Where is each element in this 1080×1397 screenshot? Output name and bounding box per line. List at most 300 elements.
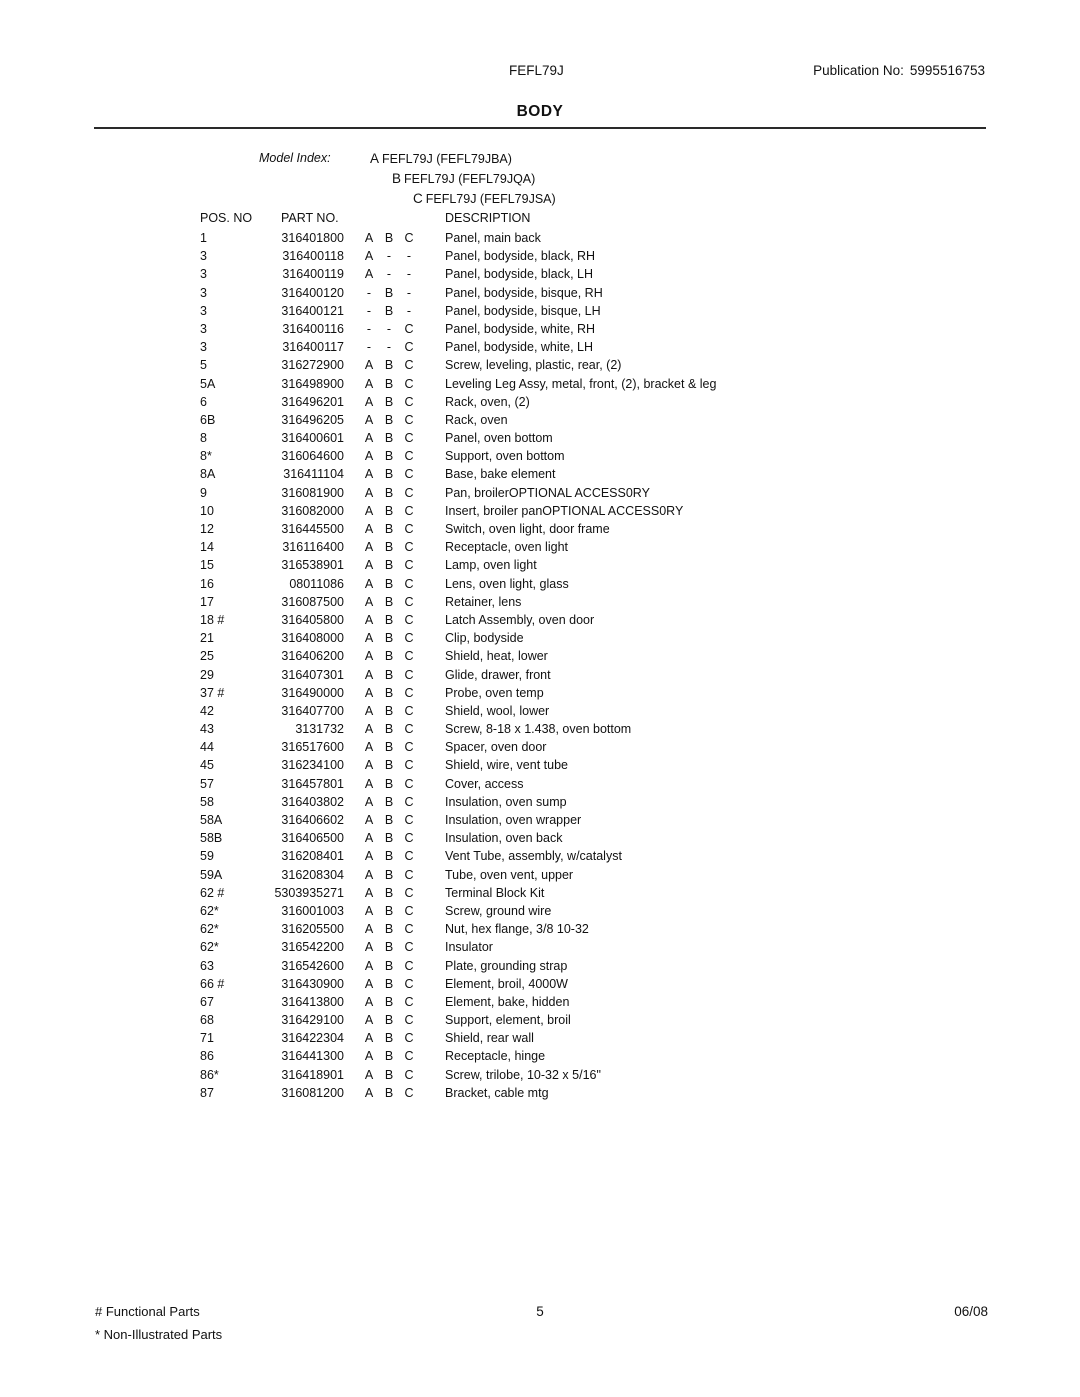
table-row bbox=[0, 429, 1080, 447]
table-row bbox=[0, 1084, 1080, 1102]
description-cell: Panel, bodyside, bisque, RH bbox=[445, 285, 603, 300]
model-b-cell: B bbox=[384, 667, 394, 682]
part-no-cell: 316418901 bbox=[281, 1067, 344, 1082]
model-c-cell: C bbox=[404, 1049, 414, 1064]
part-no-cell: 316405800 bbox=[281, 612, 344, 627]
model-b-cell: B bbox=[384, 903, 394, 918]
part-no-cell: 316205500 bbox=[281, 922, 344, 937]
part-no-cell: 316087500 bbox=[281, 594, 344, 609]
model-index-label: Model Index: bbox=[259, 151, 331, 165]
model-b-cell: B bbox=[384, 1049, 394, 1064]
table-row bbox=[0, 1047, 1080, 1065]
description-cell: Nut, hex flange, 3/8 10-32 bbox=[445, 922, 589, 937]
table-row bbox=[0, 465, 1080, 483]
model-c-cell: C bbox=[404, 667, 414, 682]
table-row bbox=[0, 356, 1080, 374]
model-c-cell: C bbox=[404, 431, 414, 446]
pos-no-cell: 62 # bbox=[200, 885, 225, 900]
model-a-cell: A bbox=[364, 249, 374, 264]
pos-no-cell: 62* bbox=[200, 903, 219, 918]
part-no-cell: 316208304 bbox=[281, 867, 344, 882]
part-no-cell: 316401800 bbox=[281, 231, 344, 245]
pos-no-cell: 67 bbox=[200, 994, 214, 1009]
model-a-cell: A bbox=[364, 958, 374, 973]
part-no-cell: 5303935271 bbox=[274, 885, 344, 900]
model-a-cell: A bbox=[364, 631, 374, 646]
part-no-cell: 316001003 bbox=[281, 903, 344, 918]
column-header-description: DESCRIPTION bbox=[445, 211, 531, 225]
model-a-cell: A bbox=[364, 376, 374, 391]
description-cell: Panel, oven bottom bbox=[445, 431, 553, 446]
model-a-cell: A bbox=[364, 776, 374, 791]
description-cell: Panel, bodyside, bisque, LH bbox=[445, 303, 601, 318]
model-b-cell: B bbox=[384, 776, 394, 791]
table-row bbox=[0, 520, 1080, 538]
table-row bbox=[0, 502, 1080, 520]
pos-no-cell: 86 bbox=[200, 1049, 214, 1064]
model-a-cell: A bbox=[364, 703, 374, 718]
model-b-cell: B bbox=[384, 994, 394, 1009]
model-c-cell: C bbox=[404, 540, 414, 555]
footnote-non-illustrated-parts: * Non-Illustrated Parts bbox=[95, 1327, 223, 1342]
model-a-cell: A bbox=[364, 740, 374, 755]
model-c-cell: C bbox=[404, 631, 414, 646]
pos-no-cell: 86* bbox=[200, 1067, 219, 1082]
model-c-cell: C bbox=[404, 867, 414, 882]
table-row bbox=[0, 775, 1080, 793]
table-row bbox=[0, 338, 1080, 356]
table-row bbox=[0, 957, 1080, 975]
model-index-entry-c bbox=[413, 191, 556, 206]
model-c-cell: C bbox=[404, 503, 414, 518]
model-c-cell: C bbox=[404, 813, 414, 827]
model-c-cell: C bbox=[404, 649, 414, 664]
model-c-cell: C bbox=[404, 922, 414, 937]
pos-no-cell: 62* bbox=[200, 922, 219, 937]
pos-no-cell: 63 bbox=[200, 958, 214, 973]
model-a-cell: - bbox=[366, 303, 372, 318]
pos-no-cell: 3 bbox=[200, 340, 207, 355]
model-b-cell: - bbox=[386, 321, 392, 336]
pos-no-cell: 42 bbox=[200, 703, 214, 718]
publication-number: 5995516753 bbox=[909, 63, 985, 78]
model-b-cell: - bbox=[386, 267, 392, 282]
pos-no-cell: 45 bbox=[200, 758, 214, 773]
model-a-cell: A bbox=[364, 358, 374, 373]
model-c-cell: C bbox=[404, 594, 414, 609]
model-b-cell: B bbox=[384, 1085, 394, 1100]
model-index-letter: A bbox=[370, 151, 380, 166]
table-row bbox=[0, 1029, 1080, 1047]
table-row bbox=[0, 411, 1080, 429]
pos-no-cell: 58A bbox=[200, 813, 223, 827]
page-number: 5 bbox=[536, 1304, 544, 1319]
model-c-cell: C bbox=[404, 467, 414, 482]
description-cell: Plate, grounding strap bbox=[445, 958, 568, 973]
model-b-cell: B bbox=[384, 649, 394, 664]
model-c-cell: C bbox=[404, 612, 414, 627]
model-b-cell: B bbox=[384, 449, 394, 464]
table-row bbox=[0, 484, 1080, 502]
model-a-cell: A bbox=[364, 540, 374, 555]
description-cell: Pan, broilerOPTIONAL ACCESS0RY bbox=[445, 485, 650, 500]
model-c-cell: C bbox=[404, 885, 414, 900]
header-rule bbox=[94, 127, 986, 129]
model-index-text: FEFL79J (FEFL79JBA) bbox=[382, 152, 512, 166]
part-no-cell: 316413800 bbox=[281, 994, 344, 1009]
model-c-cell: C bbox=[404, 740, 414, 755]
model-b-cell: B bbox=[384, 940, 394, 955]
table-row bbox=[0, 938, 1080, 956]
description-cell: Element, broil, 4000W bbox=[445, 976, 568, 991]
part-no-cell: 316406200 bbox=[281, 649, 344, 664]
model-b-cell: B bbox=[384, 576, 394, 591]
model-c-cell: - bbox=[406, 249, 412, 264]
model-b-cell: B bbox=[384, 976, 394, 991]
model-index-entry-a bbox=[370, 151, 512, 166]
model-b-cell: B bbox=[384, 558, 394, 573]
pos-no-cell: 6 bbox=[200, 394, 207, 409]
model-c-cell: C bbox=[404, 340, 414, 355]
part-no-cell: 316457801 bbox=[281, 776, 344, 791]
description-cell: Insert, broiler panOPTIONAL ACCESS0RY bbox=[445, 503, 684, 518]
publication-date: 06/08 bbox=[954, 1304, 988, 1319]
table-row bbox=[0, 884, 1080, 902]
description-cell: Probe, oven temp bbox=[445, 685, 544, 700]
section-title: BODY bbox=[516, 103, 564, 120]
model-a-cell: A bbox=[364, 503, 374, 518]
model-a-cell: A bbox=[364, 394, 374, 409]
model-c-cell: C bbox=[404, 1085, 414, 1100]
description-cell: Base, bake element bbox=[445, 467, 556, 482]
model-b-cell: B bbox=[384, 958, 394, 973]
model-c-cell: C bbox=[404, 231, 414, 245]
pos-no-cell: 1 bbox=[200, 231, 207, 245]
column-header-part-no: PART NO. bbox=[281, 211, 339, 225]
model-a-cell: A bbox=[364, 758, 374, 773]
pos-no-cell: 8A bbox=[200, 467, 216, 482]
table-row bbox=[0, 302, 1080, 320]
part-no-cell: 316406500 bbox=[281, 831, 344, 846]
model-a-cell: A bbox=[364, 849, 374, 864]
table-row bbox=[0, 811, 1080, 829]
model-a-cell: A bbox=[364, 976, 374, 991]
model-c-cell: C bbox=[404, 794, 414, 809]
model-c-cell: - bbox=[406, 267, 412, 282]
table-row bbox=[0, 1066, 1080, 1084]
description-cell: Glide, drawer, front bbox=[445, 667, 551, 682]
description-cell: Panel, bodyside, white, LH bbox=[445, 340, 594, 355]
model-a-cell: A bbox=[364, 1085, 374, 1100]
model-index-text: FEFL79J (FEFL79JSA) bbox=[425, 192, 556, 206]
table-row bbox=[0, 229, 1080, 247]
model-b-cell: B bbox=[384, 394, 394, 409]
model-b-cell: B bbox=[384, 231, 394, 245]
description-cell: Bracket, cable mtg bbox=[445, 1085, 549, 1100]
parts-table bbox=[0, 229, 1080, 1102]
model-a-cell: A bbox=[364, 994, 374, 1009]
model-a-cell: A bbox=[364, 813, 374, 827]
part-no-cell: 316208401 bbox=[281, 849, 344, 864]
description-cell: Retainer, lens bbox=[445, 594, 522, 609]
pos-no-cell: 9 bbox=[200, 485, 207, 500]
model-b-cell: B bbox=[384, 703, 394, 718]
part-no-cell: 316445500 bbox=[281, 522, 344, 536]
model-index-letter: B bbox=[392, 171, 402, 186]
part-no-cell: 316234100 bbox=[281, 758, 344, 773]
table-row bbox=[0, 284, 1080, 302]
description-cell: Terminal Block Kit bbox=[445, 885, 545, 900]
model-c-cell: C bbox=[404, 1067, 414, 1082]
model-a-cell: A bbox=[364, 594, 374, 609]
description-cell: Cover, access bbox=[445, 776, 524, 791]
model-c-cell: C bbox=[404, 485, 414, 500]
table-row bbox=[0, 920, 1080, 938]
table-row bbox=[0, 666, 1080, 684]
model-c-cell: C bbox=[404, 940, 414, 955]
description-cell: Receptacle, hinge bbox=[445, 1049, 546, 1064]
model-a-cell: A bbox=[364, 1013, 374, 1028]
model-b-cell: B bbox=[384, 758, 394, 773]
model-b-cell: B bbox=[384, 685, 394, 700]
model-a-cell: A bbox=[364, 903, 374, 918]
table-row bbox=[0, 975, 1080, 993]
part-no-cell: 316542600 bbox=[281, 958, 344, 973]
pos-no-cell: 14 bbox=[200, 540, 214, 555]
table-row bbox=[0, 538, 1080, 556]
column-header-pos-no: POS. NO bbox=[200, 211, 253, 225]
pos-no-cell: 44 bbox=[200, 740, 214, 755]
footnote-functional-parts: # Functional Parts bbox=[95, 1304, 200, 1319]
pos-no-cell: 43 bbox=[200, 722, 214, 737]
part-no-cell: 316407700 bbox=[281, 703, 344, 718]
model-c-cell: C bbox=[404, 321, 414, 336]
part-no-cell: 316408000 bbox=[281, 631, 344, 646]
model-b-cell: B bbox=[384, 358, 394, 373]
model-b-cell: B bbox=[384, 485, 394, 500]
model-b-cell: B bbox=[384, 285, 394, 300]
model-a-cell: A bbox=[364, 558, 374, 573]
table-row bbox=[0, 393, 1080, 411]
pos-no-cell: 71 bbox=[200, 1031, 214, 1046]
model-a-cell: A bbox=[364, 831, 374, 846]
part-no-cell: 316411104 bbox=[283, 467, 344, 482]
part-no-cell: 316496201 bbox=[281, 394, 344, 409]
model-a-cell: - bbox=[366, 321, 372, 336]
model-a-cell: A bbox=[364, 722, 374, 737]
table-row bbox=[0, 829, 1080, 847]
table-row bbox=[0, 247, 1080, 265]
pos-no-cell: 87 bbox=[200, 1085, 214, 1100]
part-no-cell: 316082000 bbox=[281, 503, 344, 518]
model-b-cell: B bbox=[384, 594, 394, 609]
description-cell: Lamp, oven light bbox=[445, 558, 537, 573]
model-a-cell: A bbox=[364, 576, 374, 591]
pos-no-cell: 58 bbox=[200, 794, 214, 809]
description-cell: Lens, oven light, glass bbox=[445, 576, 569, 591]
description-cell: Panel, bodyside, white, RH bbox=[445, 321, 596, 336]
table-row bbox=[0, 866, 1080, 884]
pos-no-cell: 57 bbox=[200, 776, 214, 791]
pos-no-cell: 29 bbox=[200, 667, 214, 682]
table-row bbox=[0, 447, 1080, 465]
model-b-cell: B bbox=[384, 722, 394, 737]
pos-no-cell: 5 bbox=[200, 358, 207, 373]
model-b-cell: B bbox=[384, 1031, 394, 1046]
model-a-cell: A bbox=[364, 412, 374, 427]
pos-no-cell: 3 bbox=[200, 249, 207, 264]
description-cell: Screw, trilobe, 10-32 x 5/16" bbox=[445, 1067, 601, 1082]
model-c-cell: C bbox=[404, 903, 414, 918]
model-c-cell: C bbox=[404, 994, 414, 1009]
part-no-cell: 316498900 bbox=[281, 376, 344, 391]
description-cell: Shield, heat, lower bbox=[445, 649, 548, 664]
model-a-cell: A bbox=[364, 885, 374, 900]
description-cell: Vent Tube, assembly, w/catalyst bbox=[445, 849, 622, 864]
description-cell: Insulation, oven back bbox=[445, 831, 563, 846]
table-row bbox=[0, 793, 1080, 811]
model-b-cell: - bbox=[386, 249, 392, 264]
description-cell: Screw, 8-18 x 1.438, oven bottom bbox=[445, 722, 632, 737]
pos-no-cell: 58B bbox=[200, 831, 223, 846]
part-no-cell: 316081900 bbox=[281, 485, 344, 500]
model-a-cell: A bbox=[364, 485, 374, 500]
pos-no-cell: 3 bbox=[200, 267, 207, 282]
model-a-cell: A bbox=[364, 449, 374, 464]
description-cell: Screw, ground wire bbox=[445, 903, 552, 918]
table-row bbox=[0, 375, 1080, 393]
pos-no-cell: 59A bbox=[200, 867, 223, 882]
model-c-cell: - bbox=[406, 285, 412, 300]
model-c-cell: C bbox=[404, 358, 414, 373]
model-a-cell: A bbox=[364, 649, 374, 664]
description-cell: Insulation, oven sump bbox=[445, 794, 567, 809]
pos-no-cell: 3 bbox=[200, 285, 207, 300]
model-c-cell: C bbox=[404, 449, 414, 464]
model-c-cell: C bbox=[404, 776, 414, 791]
pos-no-cell: 6B bbox=[200, 412, 216, 427]
table-row bbox=[0, 684, 1080, 702]
part-no-cell: 316403802 bbox=[281, 794, 344, 809]
part-no-cell: 08011086 bbox=[289, 576, 344, 591]
model-a-cell: A bbox=[364, 1067, 374, 1082]
model-b-cell: B bbox=[384, 831, 394, 846]
description-cell: Panel, main back bbox=[445, 231, 541, 245]
part-no-cell: 316400118 bbox=[282, 249, 344, 264]
table-row bbox=[0, 993, 1080, 1011]
model-a-cell: A bbox=[364, 267, 374, 282]
model-a-cell: A bbox=[364, 431, 374, 446]
description-cell: Switch, oven light, door frame bbox=[445, 522, 610, 536]
table-row bbox=[0, 320, 1080, 338]
part-no-cell: 316407301 bbox=[281, 667, 344, 682]
model-a-cell: A bbox=[364, 667, 374, 682]
model-a-cell: A bbox=[364, 467, 374, 482]
part-no-cell: 3131732 bbox=[295, 722, 344, 737]
model-b-cell: - bbox=[386, 340, 392, 355]
description-cell: Leveling Leg Assy, metal, front, (2), bracket & leg bbox=[445, 376, 717, 391]
pos-no-cell: 3 bbox=[200, 303, 207, 318]
part-no-cell: 316272900 bbox=[281, 358, 344, 373]
pos-no-cell: 3 bbox=[200, 321, 207, 336]
description-cell: Panel, bodyside, black, LH bbox=[445, 267, 594, 282]
part-no-cell: 316400116 bbox=[282, 321, 344, 336]
part-no-cell: 316542200 bbox=[281, 940, 344, 955]
part-no-cell: 316422304 bbox=[281, 1031, 344, 1046]
description-cell: Spacer, oven door bbox=[445, 740, 547, 755]
table-row bbox=[0, 556, 1080, 574]
description-cell: Support, oven bottom bbox=[445, 449, 565, 464]
model-b-cell: B bbox=[384, 794, 394, 809]
model-a-cell: A bbox=[364, 1049, 374, 1064]
part-no-cell: 316116400 bbox=[282, 540, 344, 555]
model-c-cell: C bbox=[404, 758, 414, 773]
description-cell: Shield, wool, lower bbox=[445, 703, 550, 718]
header-model-number: FEFL79J bbox=[509, 63, 564, 78]
model-c-cell: C bbox=[404, 958, 414, 973]
table-row bbox=[0, 647, 1080, 665]
description-cell: Screw, leveling, plastic, rear, (2) bbox=[445, 358, 622, 373]
model-index-letter: C bbox=[413, 191, 423, 206]
model-c-cell: C bbox=[404, 976, 414, 991]
model-c-cell: C bbox=[404, 1031, 414, 1046]
model-index-text: FEFL79J (FEFL79JQA) bbox=[404, 172, 536, 186]
model-b-cell: B bbox=[384, 631, 394, 646]
model-b-cell: B bbox=[384, 1013, 394, 1028]
model-c-cell: C bbox=[404, 685, 414, 700]
pos-no-cell: 66 # bbox=[200, 976, 225, 991]
description-cell: Shield, rear wall bbox=[445, 1031, 534, 1046]
pos-no-cell: 8* bbox=[200, 449, 212, 464]
pos-no-cell: 18 # bbox=[200, 612, 225, 627]
model-a-cell: A bbox=[364, 794, 374, 809]
pos-no-cell: 16 bbox=[200, 576, 214, 591]
model-c-cell: - bbox=[406, 303, 412, 318]
model-index-entry-b bbox=[392, 171, 535, 186]
model-c-cell: C bbox=[404, 576, 414, 591]
model-c-cell: C bbox=[404, 722, 414, 737]
part-no-cell: 316400119 bbox=[282, 267, 344, 282]
description-cell: Latch Assembly, oven door bbox=[445, 612, 595, 627]
part-no-cell: 316400120 bbox=[281, 285, 344, 300]
part-no-cell: 316064600 bbox=[281, 449, 344, 464]
description-cell: Support, element, broil bbox=[445, 1013, 571, 1028]
model-a-cell: A bbox=[364, 231, 374, 245]
model-b-cell: B bbox=[384, 612, 394, 627]
model-c-cell: C bbox=[404, 522, 414, 536]
table-row bbox=[0, 702, 1080, 720]
table-row bbox=[0, 575, 1080, 593]
model-c-cell: C bbox=[404, 1013, 414, 1028]
model-b-cell: B bbox=[384, 540, 394, 555]
pos-no-cell: 25 bbox=[200, 649, 214, 664]
model-b-cell: B bbox=[384, 849, 394, 864]
model-b-cell: B bbox=[384, 885, 394, 900]
model-c-cell: C bbox=[404, 376, 414, 391]
model-b-cell: B bbox=[384, 1067, 394, 1082]
model-b-cell: B bbox=[384, 431, 394, 446]
model-b-cell: B bbox=[384, 467, 394, 482]
model-b-cell: B bbox=[384, 412, 394, 427]
model-b-cell: B bbox=[384, 503, 394, 518]
model-a-cell: - bbox=[366, 285, 372, 300]
table-row bbox=[0, 1011, 1080, 1029]
model-c-cell: C bbox=[404, 703, 414, 718]
description-cell: Rack, oven, (2) bbox=[445, 394, 530, 409]
model-a-cell: - bbox=[366, 340, 372, 355]
description-cell: Tube, oven vent, upper bbox=[445, 867, 574, 882]
description-cell: Insulation, oven wrapper bbox=[445, 813, 582, 827]
